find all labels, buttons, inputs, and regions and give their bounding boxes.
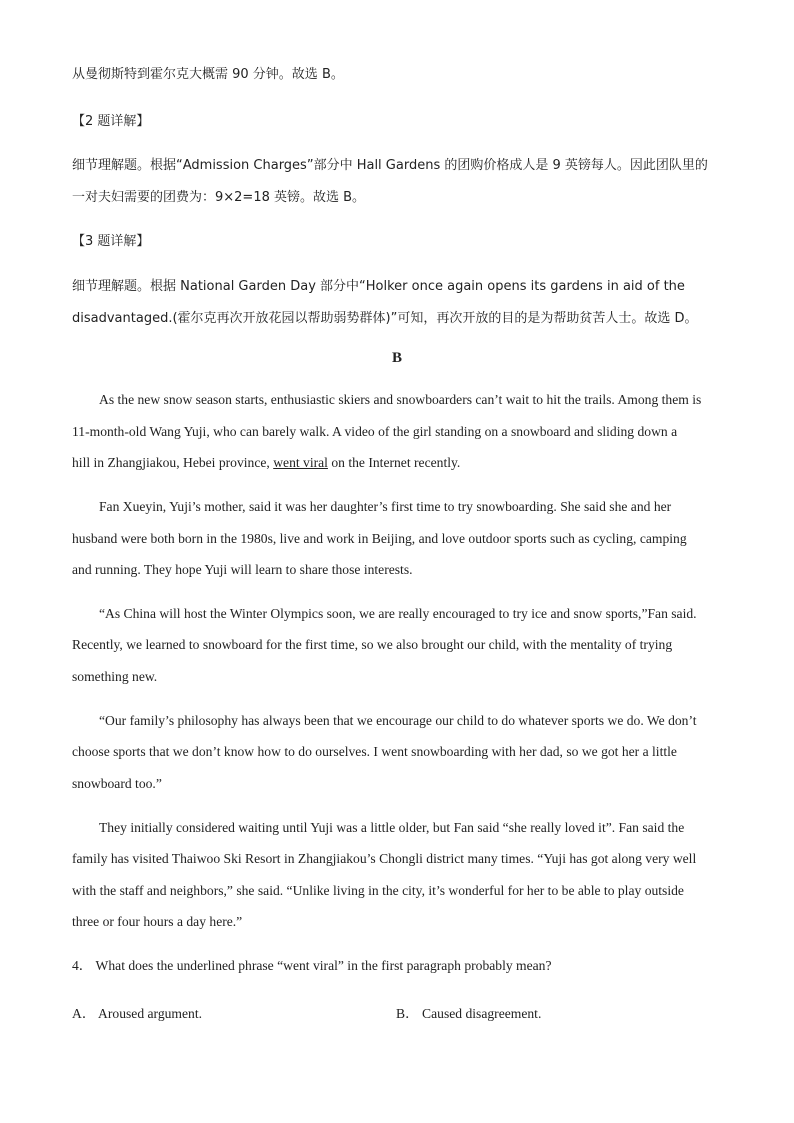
p2-line3: and running. They hope Yuji will learn to share those interests. bbox=[72, 562, 413, 577]
p5-line1: They initially considered waiting until Yuji was a little older, but Fan said “she really loved it”. Fan said the bbox=[99, 820, 685, 835]
p4-line1: “Our family’s philosophy has always been that we encourage our child to do whatever sports we do. We don’t bbox=[99, 713, 697, 728]
p5-line4: three or four hours a day here.” bbox=[72, 914, 243, 929]
q3-explanation-line2: disadvantaged.(霍尔克再次开放花园以帮助弱势群体)”可知，再次开放的目的是为帮助贫苦人士。故选 D。 bbox=[72, 311, 698, 326]
q2-header: 【2 题详解】 bbox=[72, 114, 150, 129]
p3-line2: Recently, we learned to snowboard for the first time, so we also brought our child, with the mentality of trying bbox=[72, 637, 673, 652]
question-4: 4． What does the underlined phrase “went viral” in the first paragraph probably mean? bbox=[72, 958, 552, 973]
p1-line3 bbox=[72, 454, 460, 472]
p4-line2: choose sports that we don’t know how to do ourselves. I went snowboarding with her dad, so we got her a little bbox=[72, 744, 677, 759]
section-title: B bbox=[391, 350, 402, 366]
p1-line3-after: on the Internet recently. bbox=[327, 455, 461, 470]
p2-line1: Fan Xueyin, Yuji’s mother, said it was her daughter’s first time to try snowboarding. She said she and her bbox=[99, 499, 672, 514]
p5-line3: with the staff and neighbors,” she said. “Unlike living in the city, it’s wonderful for her to be able to play outside bbox=[72, 883, 684, 898]
q2-explanation-line2: 一对夫妇需要的团费为：9×2=18 英镑。故选 B。 bbox=[72, 190, 366, 205]
q3-explanation-line1: 细节理解题。根据 National Garden Day 部分中“Holker once again opens its gardens in aid of the bbox=[72, 279, 685, 294]
p1-line2: 11-month-old Wang Yuji, who can barely walk. A video of the girl standing on a snowboard and sliding down a bbox=[72, 424, 678, 439]
p4-line3: snowboard too.” bbox=[72, 776, 162, 791]
q2-explanation-line1: 细节理解题。根据“Admission Charges”部分中 Hall Gardens 的团购价格成人是 9 英镑每人。因此团队里的 bbox=[72, 158, 708, 173]
p3-line1: “As China will host the Winter Olympics soon, we are really encouraged to try ice and snow sports,”Fan said. bbox=[99, 606, 697, 621]
p2-line2: husband were both born in the 1980s, live and work in Beijing, and love outdoor sports such as cycling, camping bbox=[72, 531, 687, 546]
p1-line1: As the new snow season starts, enthusiastic skiers and snowboarders can’t wait to hit the trails. Among them is bbox=[99, 392, 702, 407]
q3-header: 【3 题详解】 bbox=[72, 234, 150, 249]
option-b[interactable]: B． Caused disagreement. bbox=[396, 1006, 542, 1021]
underlined-phrase: went viral bbox=[273, 455, 328, 470]
q1-answer-tail: 从曼彻斯特到霍尔克大概需 90 分钟。故选 B。 bbox=[72, 67, 344, 82]
p3-line3: something new. bbox=[72, 669, 158, 684]
option-a[interactable]: A． Aroused argument. bbox=[72, 1006, 203, 1021]
p1-line3-before: hill in Zhangjiakou, Hebei province, bbox=[72, 455, 274, 470]
p5-line2: family has visited Thaiwoo Ski Resort in Zhangjiakou’s Chongli district many times. “Yuji has got along very well bbox=[72, 851, 697, 866]
